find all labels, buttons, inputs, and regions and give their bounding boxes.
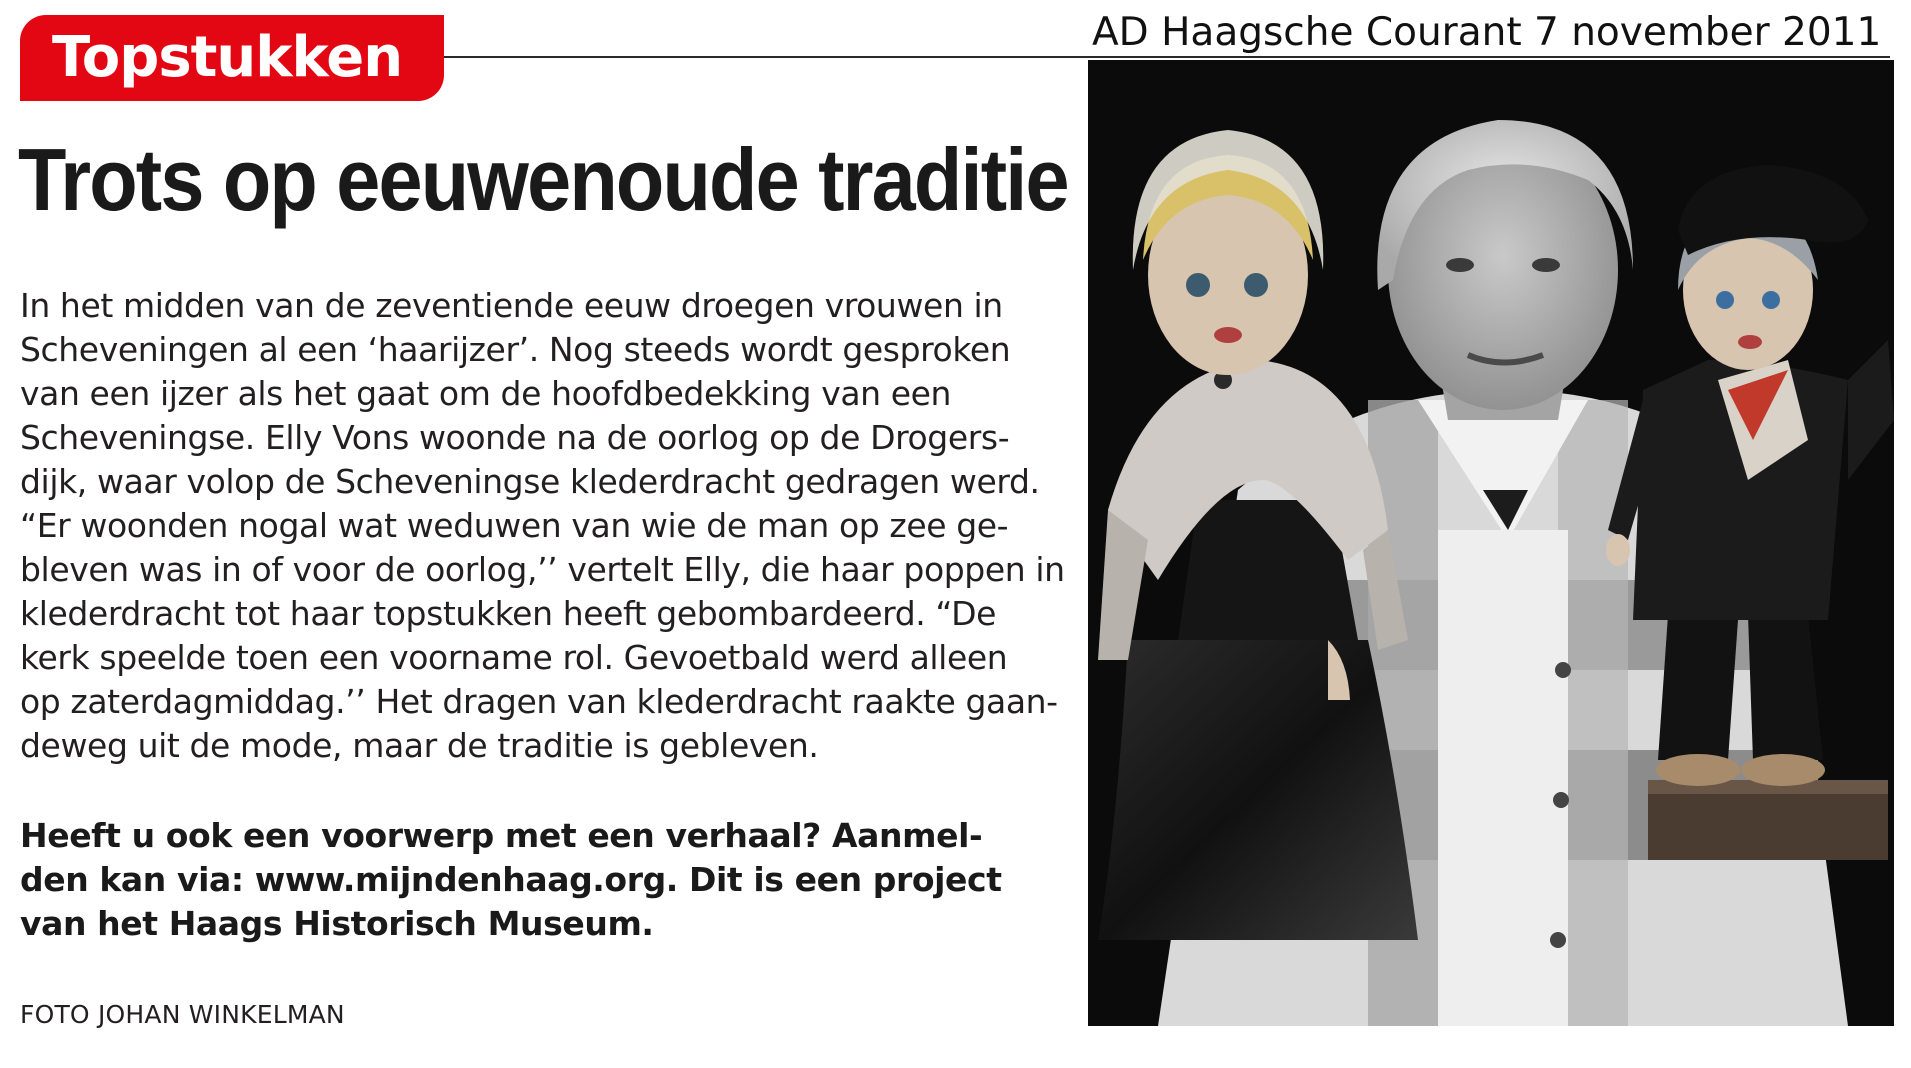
callout xyxy=(20,814,1060,946)
body-line: klederdracht tot haar topstukken heeft gebombardeerd. “De xyxy=(20,594,997,633)
body-line: In het midden van de zeventiende eeuw droegen vrouwen in xyxy=(20,286,1003,325)
section-tag-label: Topstukken xyxy=(52,25,403,90)
body-line: kerk speelde toen een voorname rol. Gevoetbald werd alleen xyxy=(20,638,1008,677)
callout-line: van het Haags Historisch Museum. xyxy=(20,904,654,943)
photo-illustration xyxy=(1088,60,1894,1026)
callout-line: den kan via: www.mijndenhaag.org. Dit is een project xyxy=(20,860,1002,899)
body-line: deweg uit de mode, maar de traditie is gebleven. xyxy=(20,726,819,765)
photo-credit: FOTO JOHAN WINKELMAN xyxy=(20,1000,345,1029)
body-line: dijk, waar volop de Scheveningse klederdracht gedragen werd. xyxy=(20,462,1040,501)
body-line: “Er woonden nogal wat weduwen van wie de man op zee ge- xyxy=(20,506,1009,545)
body-line: bleven was in of voor de oorlog,’’ vertelt Elly, die haar poppen in xyxy=(20,550,1065,589)
body-line: Scheveningse. Elly Vons woonde na de oorlog op de Drogers- xyxy=(20,418,1010,457)
body-line: van een ijzer als het gaat om de hoofdbedekking van een xyxy=(20,374,952,413)
source-line: AD Haagsche Courant 7 november 2011 xyxy=(1092,10,1882,55)
header-rule xyxy=(440,56,1890,58)
body-line: op zaterdagmiddag.’’ Het dragen van klederdracht raakte gaan- xyxy=(20,682,1058,721)
article-photo xyxy=(1088,60,1894,1026)
section-tag xyxy=(20,15,444,101)
callout-line: Heeft u ook een voorwerp met een verhaal? Aanmel- xyxy=(20,816,983,855)
body-line: Scheveningen al een ‘haarijzer’. Nog steeds wordt gesproken xyxy=(20,330,1011,369)
article-body xyxy=(20,284,1065,768)
headline: Trots op eeuwenoude traditie xyxy=(18,130,1068,229)
